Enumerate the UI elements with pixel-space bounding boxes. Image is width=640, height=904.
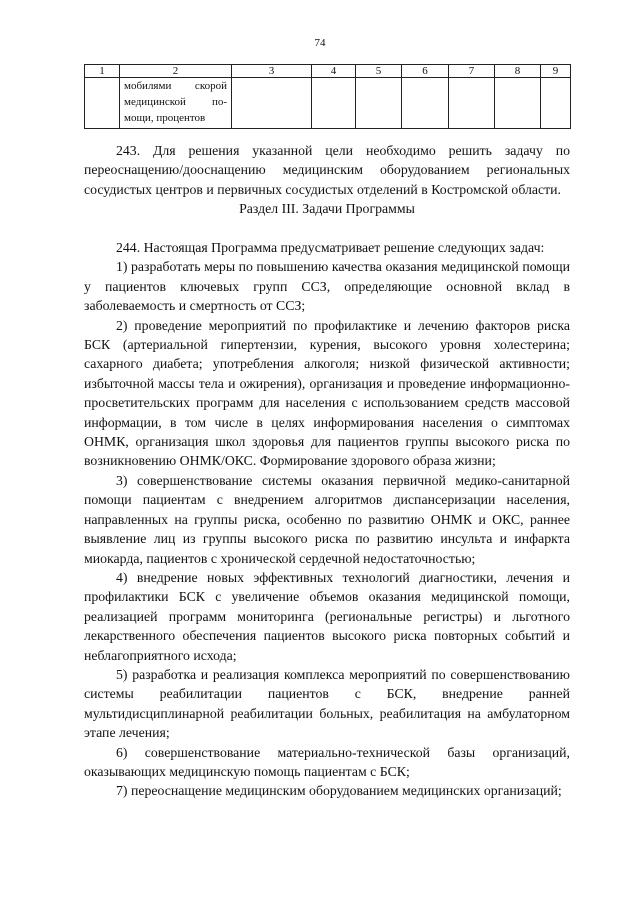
paragraph-244: 244. Настоящая Программа предусматривает решение следующих задач: bbox=[116, 240, 545, 256]
table-cell bbox=[356, 78, 402, 129]
column-header: 3 bbox=[232, 65, 312, 78]
table-cell bbox=[449, 78, 495, 129]
column-header: 4 bbox=[312, 65, 356, 78]
table-cell bbox=[541, 78, 571, 129]
cell-text-line: мобилями скорой bbox=[124, 80, 227, 92]
list-item: 6) совершенствование материально-технической базы организаций, оказывающих медицинскую помощь пациентам с БСК; bbox=[84, 744, 570, 779]
list-item: 2) проведение мероприятий по профилактике и лечению факторов риска БСК (артериальной гипертензии, курения, высокого уровня холестерина; сахарного диабета; употребления алкоголя; низкой физической активности; избыточной массы тела и ожирения), организация и проведение информационно-просветительских программ для населения с использованием средств массовой информации, в том числе в целях информирования населения о симптомах ОНМК, организация школ здоровья для пациентов группы высокого риска по возникновению ОНМК/ОКС. Формирование здорового образа жизни; bbox=[84, 317, 570, 469]
column-header: 6 bbox=[402, 65, 449, 78]
table-cell-indicator bbox=[120, 78, 232, 129]
table-cell bbox=[85, 78, 120, 129]
section-heading: Раздел III. Задачи Программы bbox=[239, 201, 415, 217]
cell-text-line: мощи, процентов bbox=[124, 112, 206, 124]
column-header: 9 bbox=[541, 65, 571, 78]
list-item: 3) совершенствование системы оказания первичной медико-санитарной помощи пациентам с внедрением алгоритмов диспансеризации населения, направленных на группы риска, особенно по развитию ОНМК и ОКС, раннее выявление лиц из группы высокого риска по развитию инсульта и инфаркта миокарда, пациентов с хронической сердечной недостаточностью; bbox=[84, 472, 570, 566]
document-body bbox=[84, 141, 570, 801]
table-row bbox=[85, 78, 571, 129]
column-header: 5 bbox=[356, 65, 402, 78]
column-header: 8 bbox=[495, 65, 541, 78]
page-number: 74 bbox=[314, 37, 326, 49]
list-item: 4) внедрение новых эффективных технологий диагностики, лечения и профилактики БСК с увеличение объемов оказания медицинской помощи, реализацией программ мониторинга (региональные регистры) и льготного лекарственного обеспечения пациентов высокого риска повторных событий и неблагоприятного исхода; bbox=[84, 569, 570, 663]
column-header: 1 bbox=[85, 65, 120, 78]
list-item: 1) разработать меры по повышению качества оказания медицинской помощи у пациентов ключевых групп ССЗ, определяющие основной вклад в заболеваемость и смертность от ССЗ; bbox=[84, 259, 570, 314]
column-header: 2 bbox=[120, 65, 232, 78]
table-cell bbox=[312, 78, 356, 129]
table-cell bbox=[495, 78, 541, 129]
table-header-row bbox=[85, 65, 571, 78]
list-item: 5) разработка и реализация комплекса мероприятий по совершенствованию системы реабилитации пациентов с БСК, внедрение ранней мультидисциплинарной реабилитации больных, реабилитация на амбулаторном этапе лечения; bbox=[84, 666, 570, 741]
table-cell bbox=[402, 78, 449, 129]
table-cell bbox=[232, 78, 312, 129]
continuation-table bbox=[84, 64, 571, 129]
list-item: 7) переоснащение медицинским оборудованием медицинских организаций; bbox=[116, 783, 562, 799]
cell-text-line: медицинской по- bbox=[124, 96, 227, 108]
paragraph-243: 243. Для решения указанной цели необходимо решить задачу по переоснащению/дооснащению медицинским оборудованием региональных сосудистых центров и первичных сосудистых отделений в Костромской области. bbox=[84, 143, 570, 197]
column-header: 7 bbox=[449, 65, 495, 78]
